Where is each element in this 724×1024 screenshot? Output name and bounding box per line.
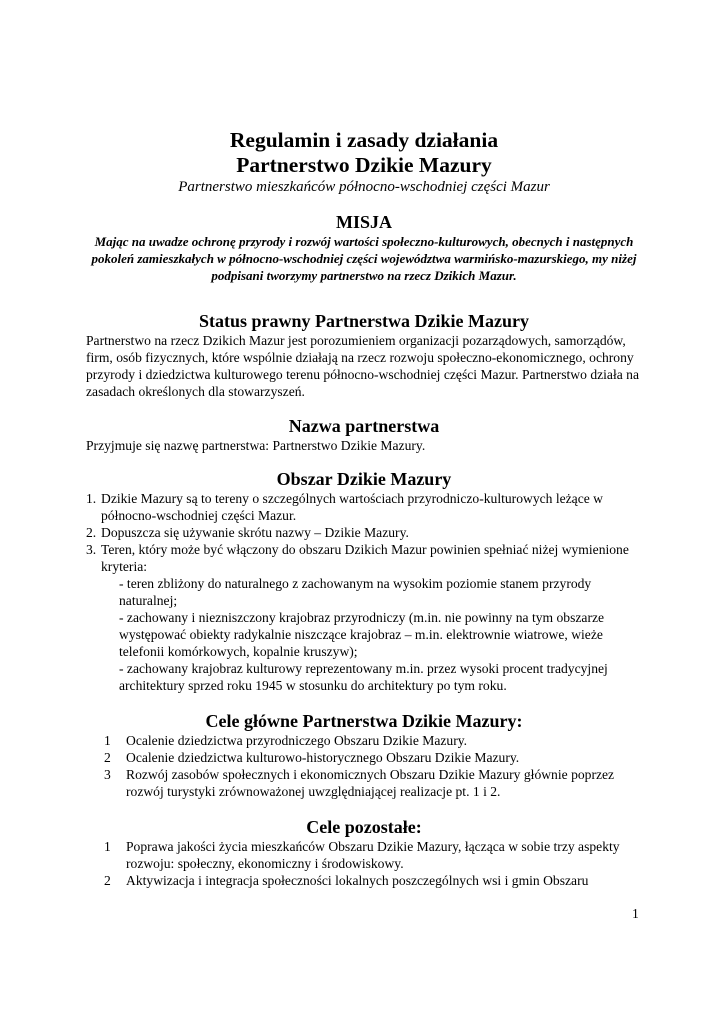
status-heading: Status prawny Partnerstwa Dzikie Mazury xyxy=(199,311,529,331)
list-item xyxy=(86,732,642,749)
list-item xyxy=(86,766,642,800)
document-subtitle: Partnerstwo mieszkańców północno-wschodniej części Mazur xyxy=(178,179,550,195)
criterion: - zachowany i niezniszczony krajobraz przyrodniczy (m.in. nie powinny na tym obszarze występować obiekty radykalnie niszczące krajobraz – m.in. elektrownie wiatrowe, wieże telefonii komórkowych, kopalnie kruszyw); xyxy=(119,610,605,659)
list-number: 1 xyxy=(104,839,111,854)
list-item xyxy=(86,524,642,541)
main-goals-list xyxy=(86,732,642,800)
area-list xyxy=(86,490,642,575)
list-item-text: Dzikie Mazury są to tereny o szczególnych wartościach przyrodniczo-kulturowych leżące w północno-wschodniej części Mazur. xyxy=(101,491,603,523)
list-number: 2 xyxy=(104,750,111,765)
document-title-line-2: Partnerstwo Dzikie Mazury xyxy=(236,153,492,177)
list-item xyxy=(86,749,642,766)
other-goals-heading: Cele pozostałe: xyxy=(306,817,422,837)
list-item-text: Ocalenie dziedzictwa przyrodniczego Obszaru Dzikie Mazury. xyxy=(126,733,468,748)
criterion: - teren zbliżony do naturalnego z zachowanym na wysokim poziomie stanem przyrody naturalnej; xyxy=(119,576,592,608)
name-text: Przyjmuje się nazwę partnerstwa: Partnerstwo Dzikie Mazury. xyxy=(86,438,426,453)
document-body xyxy=(86,128,642,889)
document-title-line-1: Regulamin i zasady działania xyxy=(229,128,499,152)
list-item-text: Teren, który może być włączony do obszaru Dzikich Mazur powinien spełniać niżej wymienione kryteria: xyxy=(101,542,629,574)
page-number: 1 xyxy=(632,906,639,921)
list-item xyxy=(86,872,642,889)
status-text: Partnerstwo na rzecz Dzikich Mazur jest porozumieniem organizacji pozarządowych, samorządów, firm, osób fizycznych, które wspólnie działają na rzecz rozwoju społeczno-ekonomicznego, ochrony przyrody i dziedzictwa kulturowego terenu północno-wschodniej części Mazur. Partnerstwo działa na zasadach określonych dla stowarzyszeń. xyxy=(86,333,639,399)
mission-text: Mając na uwadze ochronę przyrody i rozwój wartości społeczno-kulturowych, obecnych i następnych pokoleń zamieszkałych w północno-wschodniej części województwa warmińsko-mazurskiego, my niżej podpisani tworzymy partnerstwo na rzecz Dzikich Mazur. xyxy=(91,234,637,283)
area-heading: Obszar Dzikie Mazury xyxy=(276,469,452,489)
list-item-text: Aktywizacja i integracja społeczności lokalnych poszczególnych wsi i gmin Obszaru xyxy=(126,873,589,888)
other-goals-list xyxy=(86,838,642,889)
list-item-text: Poprawa jakości życia mieszkańców Obszaru Dzikie Mazury, łącząca w sobie trzy aspekty rozwoju: społeczny, ekonomiczny i środowiskowy. xyxy=(126,839,620,871)
list-number: 1. xyxy=(86,491,97,506)
list-item xyxy=(86,490,642,524)
list-item xyxy=(86,541,642,575)
mission-heading: MISJA xyxy=(335,212,392,232)
list-item-text: Rozwój zasobów społecznych i ekonomicznych Obszaru Dzikie Mazury głównie poprzez rozwój turystyki zrównoważonej uwzględniającej realizacje pt. 1 i 2. xyxy=(126,767,615,799)
list-number: 1 xyxy=(104,733,111,748)
name-heading: Nazwa partnerstwa xyxy=(288,416,440,436)
list-item-text: Ocalenie dziedzictwa kulturowo-historycznego Obszaru Dzikie Mazury. xyxy=(126,750,520,765)
list-item-text: Dopuszcza się używanie skrótu nazwy – Dzikie Mazury. xyxy=(101,525,409,540)
criterion: - zachowany krajobraz kulturowy reprezentowany m.in. przez wysoki procent tradycyjnej architektury sprzed roku 1945 w stosunku do architektury po tym roku. xyxy=(119,661,608,693)
list-number: 3 xyxy=(104,767,111,782)
main-goals-heading: Cele główne Partnerstwa Dzikie Mazury: xyxy=(205,711,523,731)
list-item xyxy=(86,838,642,872)
list-number: 2. xyxy=(86,525,97,540)
list-number: 2 xyxy=(104,873,111,888)
list-number: 3. xyxy=(86,542,97,557)
